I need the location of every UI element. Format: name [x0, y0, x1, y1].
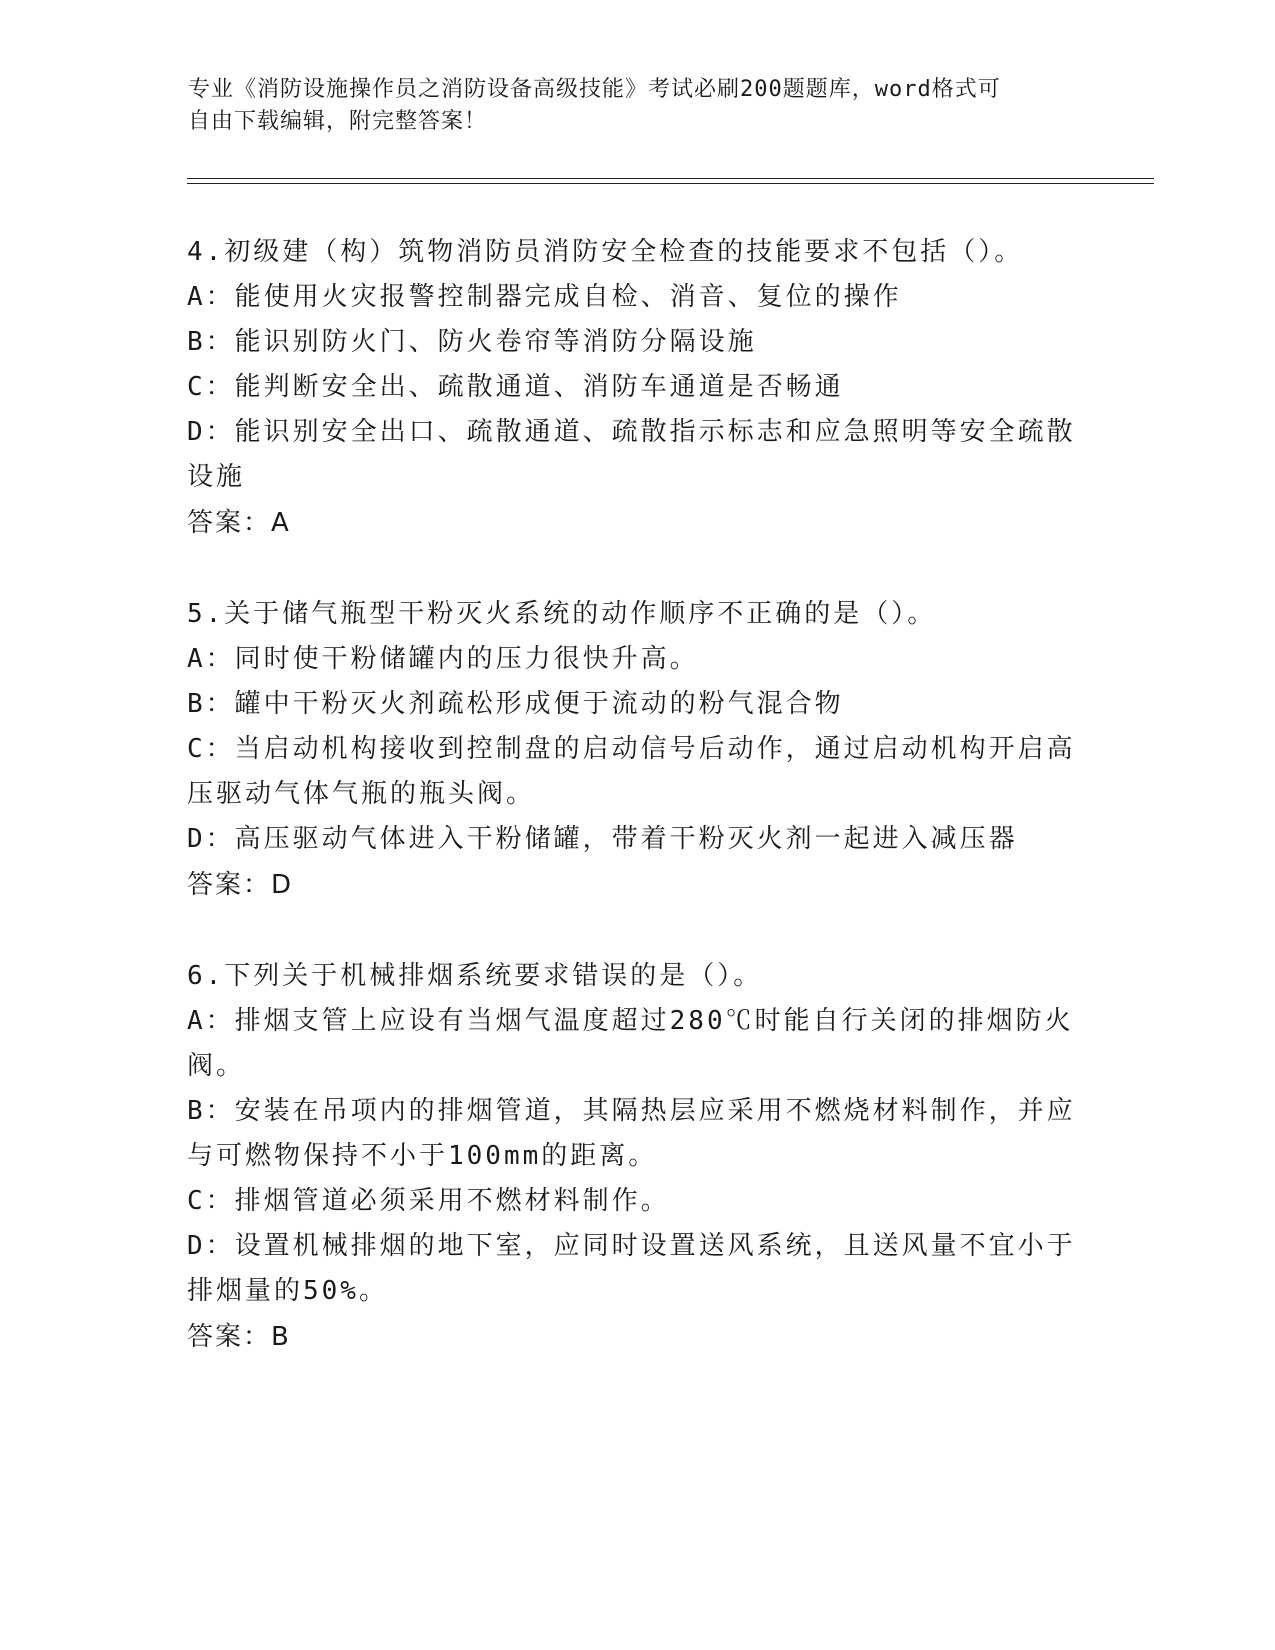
option-a: A：能使用火灾报警控制器完成自检、消音、复位的操作 [187, 282, 902, 312]
question-stem: 4.初级建（构）筑物消防员消防安全检查的技能要求不包括（）。 [187, 237, 1024, 267]
option-b: B：安装在吊项内的排烟管道，其隔热层应采用不燃烧材料制作，并应 [187, 1096, 1076, 1126]
option-d-continued: 设施 [187, 462, 246, 492]
answer-label: 答案：B [187, 1322, 291, 1352]
option-c-continued: 压驱动气体气瓶的瓶头阀。 [187, 779, 536, 809]
option-c: C：当启动机构接收到控制盘的启动信号后动作，通过启动机构开启高 [187, 734, 1076, 764]
document-header [188, 74, 1068, 138]
question-item [187, 954, 1087, 1361]
question-stem: 5.关于储气瓶型干粉灭火系统的动作顺序不正确的是（）。 [187, 599, 937, 629]
option-a: A：同时使干粉储罐内的压力很快升高。 [187, 644, 699, 674]
question-list [187, 230, 1087, 1406]
option-b-continued: 与可燃物保持不小于100mm的距离。 [187, 1141, 658, 1171]
option-b: B：能识别防火门、防火卷帘等消防分隔设施 [187, 327, 757, 357]
header-divider [187, 178, 1154, 179]
header-line: 专业《消防设施操作员之消防设备高级技能》考试必刷200题题库，word格式可 [188, 77, 1001, 102]
answer-label: 答案：A [187, 508, 291, 538]
option-d-continued: 排烟量的50%。 [187, 1276, 388, 1306]
option-a: A：排烟支管上应设有当烟气温度超过280℃时能自行关闭的排烟防火 [187, 1006, 1074, 1036]
question-item [187, 592, 1087, 909]
option-c: C：排烟管道必须采用不燃材料制作。 [187, 1186, 670, 1216]
header-line: 自由下载编辑，附完整答案！ [188, 109, 488, 134]
answer-label: 答案：D [187, 870, 294, 900]
option-d: D：高压驱动气体进入干粉储罐，带着干粉灭火剂一起进入减压器 [187, 824, 1018, 854]
question-item [187, 230, 1087, 547]
option-d: D：设置机械排烟的地下室，应同时设置送风系统，且送风量不宜小于 [187, 1231, 1076, 1261]
question-stem: 6.下列关于机械排烟系统要求错误的是（）。 [187, 961, 763, 991]
option-d: D：能识别安全出口、疏散通道、疏散指示标志和应急照明等安全疏散 [187, 417, 1076, 447]
option-a-continued: 阀。 [187, 1051, 246, 1081]
option-b: B：罐中干粉灭火剂疏松形成便于流动的粉气混合物 [187, 689, 844, 719]
header-divider [187, 183, 1154, 184]
option-c: C：能判断安全出、疏散通道、消防车通道是否畅通 [187, 372, 844, 402]
